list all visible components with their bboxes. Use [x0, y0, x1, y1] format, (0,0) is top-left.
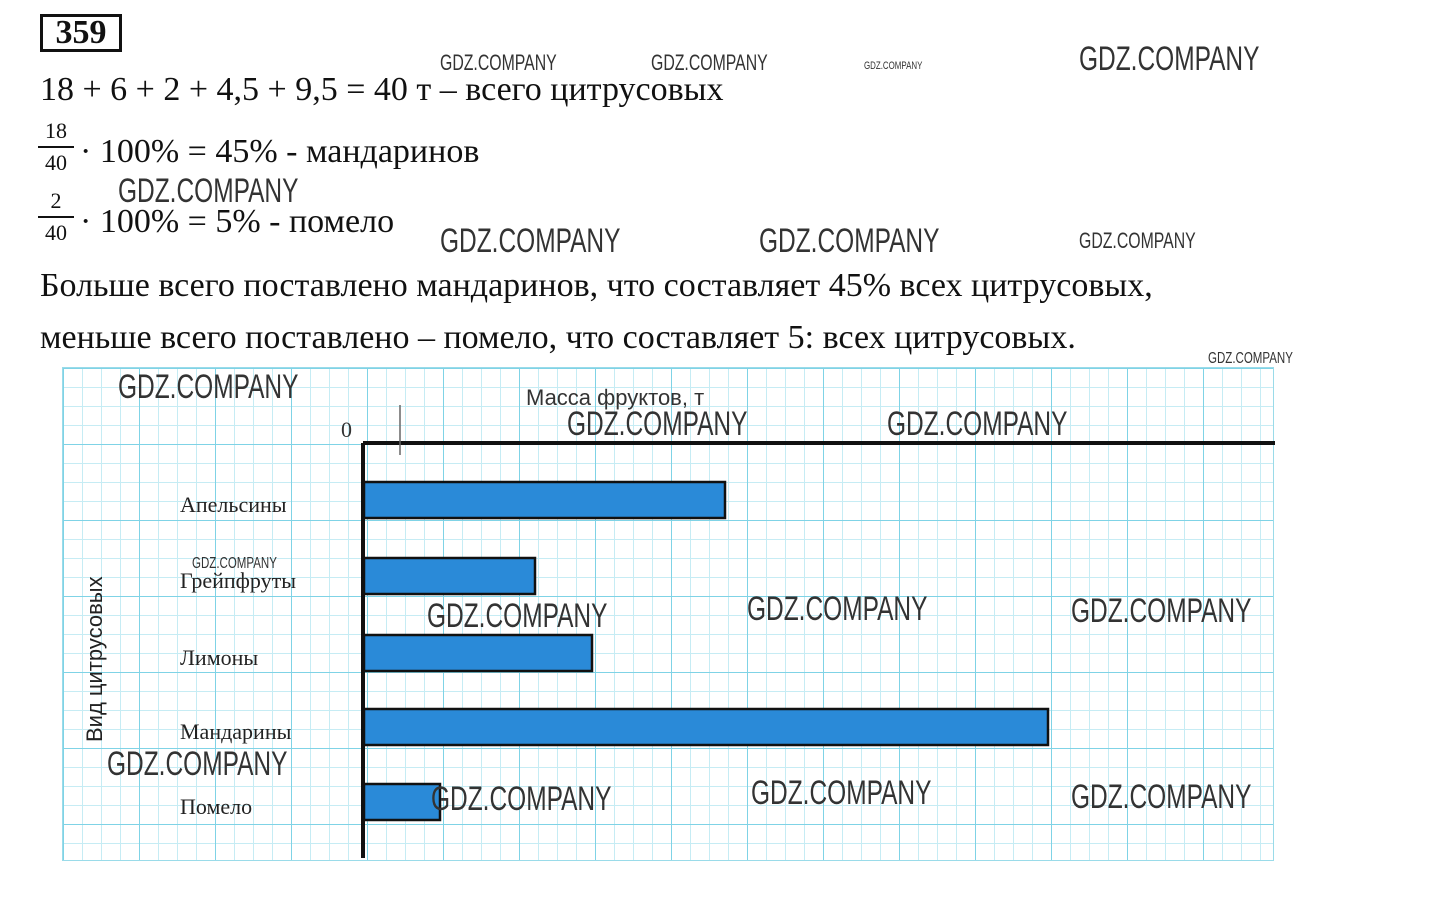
fraction-numerator: 18: [45, 118, 67, 143]
fraction-denominator: 40: [45, 220, 67, 245]
category-label: Лимоны: [180, 645, 259, 670]
bar-1: [364, 482, 725, 518]
category-label: Мандарины: [180, 719, 292, 744]
axis-zero-label: 0: [341, 417, 352, 442]
watermark: GDZ.COMPANY: [431, 780, 612, 818]
conclusion-line-2: меньше всего поставлено – помело, что составляет 5: всех цитрусовых.: [40, 319, 1076, 356]
watermark: GDZ.COMPANY: [1071, 778, 1252, 816]
watermark: GDZ.COMPANY: [1079, 228, 1196, 253]
watermark: GDZ.COMPANY: [651, 50, 768, 75]
watermark: GDZ.COMPANY: [747, 590, 928, 628]
watermark: GDZ.COMPANY: [1208, 350, 1293, 367]
watermark: GDZ.COMPANY: [427, 597, 608, 635]
conclusion-line-1: Больше всего поставлено мандаринов, что составляет 45% всех цитрусовых,: [40, 267, 1153, 304]
watermark: GDZ.COMPANY: [107, 745, 288, 783]
watermark: GDZ.COMPANY: [440, 50, 557, 75]
bar-4: [364, 709, 1048, 745]
category-label: Грейпфруты: [180, 568, 297, 593]
watermark: GDZ.COMPANY: [1071, 592, 1252, 630]
watermark: GDZ.COMPANY: [192, 555, 277, 572]
watermark: GDZ.COMPANY: [751, 774, 932, 812]
chart-title: Масса фруктов, т: [526, 385, 705, 410]
bar-2: [364, 558, 535, 594]
pomelo-percent-line: · 100% = 5% - помело: [80, 203, 395, 240]
y-axis-label: Вид цитрусовых: [82, 576, 107, 742]
sum-line: 18 + 6 + 2 + 4,5 + 9,5 = 40 т – всего цитрусовых: [40, 71, 724, 108]
watermark: GDZ.COMPANY: [118, 172, 299, 210]
watermark: GDZ.COMPANY: [118, 368, 299, 406]
watermark: GDZ.COMPANY: [1079, 40, 1260, 78]
watermark: GDZ.COMPANY: [887, 405, 1068, 443]
watermark: GDZ.COMPANY: [759, 222, 940, 260]
category-label: Апельсины: [180, 492, 287, 517]
task-number: 359: [40, 14, 122, 52]
mandarins-percent-line: · 100% = 45% - мандаринов: [80, 133, 480, 170]
bars-group: [364, 482, 1048, 820]
watermark: GDZ.COMPANY: [567, 405, 748, 443]
watermark: GDZ.COMPANY: [440, 222, 621, 260]
bar-3: [364, 635, 592, 671]
bar-5: [364, 784, 440, 820]
watermark: GDZ.COMPANY: [864, 60, 923, 72]
category-label: Помело: [180, 794, 253, 819]
fraction-denominator: 40: [45, 150, 67, 175]
fraction-numerator: 2: [50, 188, 62, 213]
